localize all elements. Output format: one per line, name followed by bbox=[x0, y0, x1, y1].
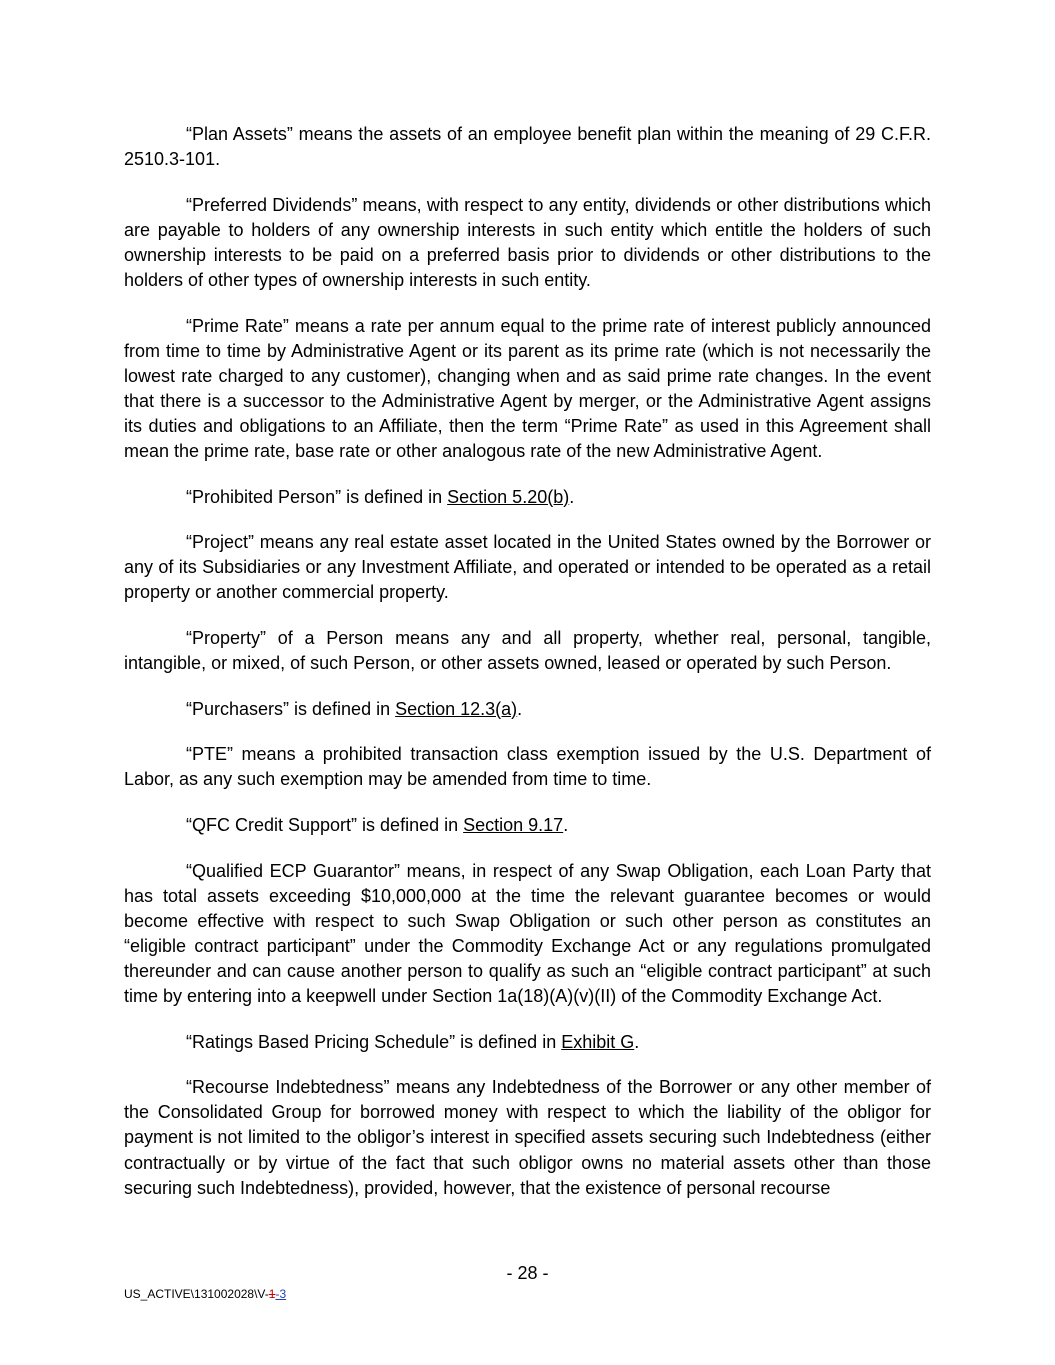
footer-doc-id-text: US_ACTIVE\131002028\V- bbox=[124, 1287, 269, 1301]
definition-text-end: . bbox=[569, 486, 575, 507]
definition-text-end: . bbox=[634, 1031, 640, 1052]
section-reference-link[interactable]: Section 9.17 bbox=[463, 814, 564, 835]
definition-ratings-based-pricing-schedule bbox=[124, 1030, 931, 1055]
definition-plan-assets: “Plan Assets” means the assets of an employee benefit plan within the meaning of 29 C.F.R. 2510.3-101. bbox=[124, 124, 931, 170]
definition-text: “Ratings Based Pricing Schedule” is defined in bbox=[186, 1031, 562, 1052]
section-reference-link[interactable]: Section 5.20(b) bbox=[447, 486, 570, 507]
definition-prime-rate: “Prime Rate” means a rate per annum equal to the prime rate of interest publicly announced from time to time by Administrative Agent or its parent as its prime rate (which is not necessarily the lowest rate charged to any customer), changing when and as said prime rate changes. In the event that there is a successor to the Administrative Agent by merger, or the Administrative Agent assigns its duties and obligations to an Affiliate, then the term “Prime Rate” as used in this Agreement shall mean the prime rate, base rate or other analogous rate of the new Administrative Agent. bbox=[124, 315, 931, 462]
definition-property: “Property” of a Person means any and all property, whether real, personal, tangible, intangible, or mixed, of such Person, or other assets owned, leased or operated by such Person. bbox=[124, 628, 931, 674]
footer-deleted-version: 1 bbox=[268, 1287, 276, 1301]
definition-recourse-indebtedness: “Recourse Indebtedness” means any Indebtedness of the Borrower or any other member of the Consolidated Group for borrowed money with respect to which the liability of the obligor for payment is not limited to the obligor’s interest in specified assets securing such Indebtedness (either contractually or by virtue of the fact that such obligor owns no material assets other than those securing such Indebtedness), provided, however, that the existence of personal recourse bbox=[124, 1077, 931, 1198]
page-number: - 28 - bbox=[506, 1263, 549, 1283]
definition-pte: “PTE” means a prohibited transaction class exemption issued by the U.S. Department of Labor, as any such exemption may be amended from time to time. bbox=[124, 744, 931, 790]
definition-qualified-ecp-guarantor: “Qualified ECP Guarantor” means, in respect of any Swap Obligation, each Loan Party that has total assets exceeding $10,000,000 at the time the relevant guarantee becomes or would become effective with respect to such Swap Obligation or such other person as constitutes an “eligible contract participant” under the Commodity Exchange Act or any regulations promulgated thereunder and can cause another person to qualify as such an “eligible contract participant” at such time by entering into a keepwell under Section 1a(18)(A)(v)(II) of the Commodity Exchange Act. bbox=[124, 860, 931, 1007]
footer-separator: - bbox=[275, 1287, 280, 1301]
definition-text: “Purchasers” is defined in bbox=[186, 698, 396, 719]
definition-purchasers bbox=[124, 697, 931, 722]
footer-document-id bbox=[124, 1287, 286, 1301]
footer-inserted-version: 3 bbox=[279, 1287, 287, 1301]
definition-text: “Prohibited Person” is defined in bbox=[186, 486, 448, 507]
definition-qfc-credit-support bbox=[124, 813, 931, 838]
definition-preferred-dividends: “Preferred Dividends” means, with respect to any entity, dividends or other distributions which are payable to holders of any ownership interests in such entity which entitle the holders of such ownership interests to be paid on a preferred basis prior to dividends or other distributions to the holders of other types of ownership interests in such entity. bbox=[124, 194, 931, 290]
definition-text-end: . bbox=[563, 814, 569, 835]
definition-project: “Project” means any real estate asset located in the United States owned by the Borrower or any of its Subsidiaries or any Investment Affiliate, and operated or intended to be operated as a retail property or another commercial property. bbox=[124, 532, 931, 603]
exhibit-reference-link[interactable]: Exhibit G bbox=[561, 1031, 635, 1052]
definition-text: “QFC Credit Support” is defined in bbox=[186, 814, 464, 835]
definition-prohibited-person bbox=[124, 485, 931, 510]
definitions-body bbox=[124, 122, 931, 1221]
definition-text-end: . bbox=[517, 698, 523, 719]
section-reference-link[interactable]: Section 12.3(a) bbox=[395, 698, 518, 719]
